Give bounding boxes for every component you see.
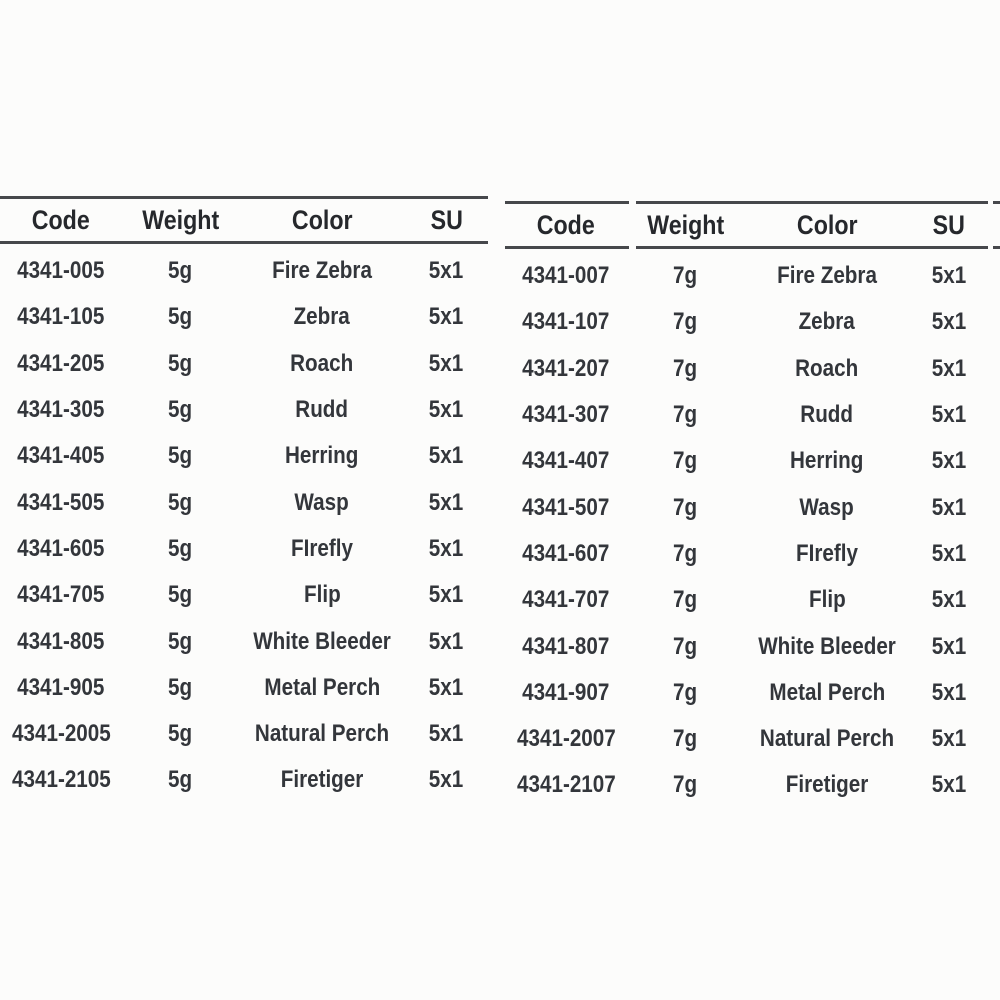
cell-text: 7g — [673, 401, 698, 429]
weight-cell — [122, 720, 239, 748]
cell-text: FIrefly — [291, 534, 353, 562]
code-cell — [0, 350, 122, 378]
cell-text: Metal Perch — [264, 673, 380, 701]
cell-text: Rudd — [295, 396, 349, 424]
cell-text: 5g — [168, 627, 193, 655]
table-header-rule-segment — [636, 246, 988, 249]
cell-text: 7g — [673, 586, 698, 614]
cell-text: Roach — [795, 354, 859, 382]
cell-text: 5x1 — [429, 720, 464, 748]
cell-text: Wasp — [294, 488, 350, 516]
cell-text: 5g — [168, 534, 193, 562]
weight-cell — [627, 540, 744, 568]
color-cell — [239, 674, 405, 702]
table-row — [0, 387, 488, 433]
cell-text: 4341-607 — [522, 539, 610, 567]
cell-text: FIrefly — [796, 539, 858, 567]
table-row — [0, 665, 488, 711]
weight-cell — [122, 257, 239, 285]
table-row — [505, 299, 988, 345]
cell-text: Natural Perch — [254, 720, 390, 748]
color-cell — [744, 494, 910, 522]
cell-text: 5g — [168, 257, 193, 285]
table-row — [0, 341, 488, 387]
weight-cell — [122, 674, 239, 702]
weight-cell — [122, 442, 239, 470]
color-cell — [744, 540, 910, 568]
su-cell — [910, 494, 988, 522]
table-row — [505, 484, 988, 530]
color-cell — [744, 725, 910, 753]
cell-text: Firetiger — [785, 771, 869, 799]
code-cell — [505, 447, 627, 475]
header-color — [744, 210, 910, 241]
table-row — [505, 346, 988, 392]
su-cell — [910, 679, 988, 707]
su-cell — [910, 540, 988, 568]
cell-text: 5x1 — [931, 447, 967, 475]
weight-cell — [627, 725, 744, 753]
header-su — [405, 205, 488, 236]
table-header-rule-segment — [505, 246, 629, 249]
cell-text: 5x1 — [931, 725, 967, 753]
cell-text: 7g — [673, 447, 698, 475]
su-cell — [910, 355, 988, 383]
code-cell — [505, 679, 627, 707]
table-row — [505, 392, 988, 438]
weight-cell — [627, 401, 744, 429]
code-cell — [0, 535, 122, 563]
code-cell — [0, 628, 122, 656]
code-cell — [505, 725, 627, 753]
cell-text: 4341-105 — [17, 303, 105, 331]
table-row — [505, 716, 988, 762]
cell-text: 4341-605 — [17, 534, 105, 562]
weight-cell — [122, 581, 239, 609]
code-cell — [505, 540, 627, 568]
header-weight-label: Weight — [142, 204, 219, 235]
weight-cell — [122, 766, 239, 794]
table-body — [505, 253, 988, 809]
cell-text: 5g — [168, 581, 193, 609]
cell-text: 5x1 — [931, 632, 967, 660]
cell-text: 5x1 — [429, 766, 464, 794]
cell-text: 5x1 — [429, 442, 464, 470]
code-cell — [505, 586, 627, 614]
su-cell — [405, 442, 488, 470]
table-row — [505, 577, 988, 623]
header-color — [239, 205, 405, 236]
header-color-label: Color — [291, 204, 353, 235]
table-row — [0, 711, 488, 757]
cell-text: 5x1 — [429, 534, 464, 562]
cell-text: White Bleeder — [758, 632, 896, 660]
color-cell — [239, 581, 405, 609]
color-cell — [239, 442, 405, 470]
table-body — [0, 248, 488, 804]
cell-text: 4341-505 — [17, 488, 105, 516]
su-cell — [405, 303, 488, 331]
color-cell — [239, 628, 405, 656]
cell-text: 5g — [168, 488, 193, 516]
cell-text: 4341-905 — [17, 673, 105, 701]
weight-cell — [122, 303, 239, 331]
weight-cell — [122, 489, 239, 517]
color-cell — [744, 355, 910, 383]
cell-text: 7g — [673, 308, 698, 336]
weight-cell — [122, 535, 239, 563]
cell-text: 4341-007 — [522, 262, 610, 290]
su-cell — [910, 447, 988, 475]
cell-text: 4341-205 — [17, 349, 105, 377]
code-cell — [505, 494, 627, 522]
cell-text: 5g — [168, 349, 193, 377]
color-cell — [239, 535, 405, 563]
cut-off-table-edge-mark — [993, 246, 1000, 249]
su-cell — [910, 401, 988, 429]
cell-text: Firetiger — [280, 766, 364, 794]
table-row — [505, 253, 988, 299]
su-cell — [405, 535, 488, 563]
code-cell — [505, 308, 627, 336]
cell-text: 4341-005 — [17, 257, 105, 285]
cell-text: 7g — [673, 725, 698, 753]
table-row — [0, 294, 488, 340]
color-cell — [744, 633, 910, 661]
table-row — [0, 433, 488, 479]
cell-text: 4341-107 — [522, 308, 610, 336]
cell-text: 5x1 — [931, 262, 967, 290]
weight-cell — [627, 771, 744, 799]
cell-text: 5x1 — [429, 349, 464, 377]
code-cell — [505, 633, 627, 661]
table-row — [0, 479, 488, 525]
su-cell — [910, 771, 988, 799]
su-cell — [405, 489, 488, 517]
cell-text: 7g — [673, 678, 698, 706]
su-cell — [405, 257, 488, 285]
cell-text: 5x1 — [931, 771, 967, 799]
table-row — [505, 438, 988, 484]
cell-text: 5g — [168, 673, 193, 701]
cell-text: 4341-705 — [17, 581, 105, 609]
cell-text: 4341-805 — [17, 627, 105, 655]
cell-text: 5x1 — [931, 308, 967, 336]
cell-text: 7g — [673, 771, 698, 799]
header-su-label: SU — [932, 209, 966, 240]
header-su — [910, 210, 988, 241]
color-cell — [744, 586, 910, 614]
cell-text: 5x1 — [931, 539, 967, 567]
cell-text: 4341-207 — [522, 354, 610, 382]
code-cell — [505, 401, 627, 429]
cell-text: 5x1 — [931, 354, 967, 382]
cell-text: 7g — [673, 493, 698, 521]
header-code — [0, 205, 122, 236]
color-cell — [239, 350, 405, 378]
cell-text: 4341-2007 — [516, 725, 616, 753]
cell-text: 5x1 — [931, 586, 967, 614]
su-cell — [405, 766, 488, 794]
cell-text: 7g — [673, 262, 698, 290]
cell-text: Metal Perch — [769, 678, 885, 706]
color-cell — [239, 303, 405, 331]
code-cell — [0, 396, 122, 424]
cut-off-table-edge-mark — [993, 201, 1000, 204]
cell-text: 5x1 — [931, 678, 967, 706]
code-cell — [0, 581, 122, 609]
cell-text: 7g — [673, 539, 698, 567]
header-color-label: Color — [796, 209, 858, 240]
code-cell — [0, 766, 122, 794]
color-cell — [744, 401, 910, 429]
cell-text: 5g — [168, 303, 193, 331]
cell-text: 4341-807 — [522, 632, 610, 660]
cell-text: 4341-307 — [522, 401, 610, 429]
weight-cell — [627, 494, 744, 522]
cell-text: 5g — [168, 766, 193, 794]
cell-text: 5x1 — [429, 627, 464, 655]
su-cell — [910, 725, 988, 753]
cell-text: 4341-2107 — [516, 771, 616, 799]
weight-cell — [627, 262, 744, 290]
cell-text: 4341-407 — [522, 447, 610, 475]
weight-cell — [122, 628, 239, 656]
color-cell — [239, 396, 405, 424]
cell-text: Flip — [303, 581, 341, 609]
cell-text: 5x1 — [429, 257, 464, 285]
header-weight-label: Weight — [647, 209, 724, 240]
cell-text: 5x1 — [931, 493, 967, 521]
weight-cell — [627, 355, 744, 383]
weight-cell — [627, 586, 744, 614]
cell-text: 5x1 — [429, 581, 464, 609]
cell-text: 5x1 — [931, 401, 967, 429]
su-cell — [405, 581, 488, 609]
cell-text: White Bleeder — [253, 627, 391, 655]
cell-text: 5g — [168, 442, 193, 470]
cell-text: Rudd — [800, 401, 854, 429]
su-cell — [910, 308, 988, 336]
weight-cell — [627, 308, 744, 336]
cell-text: 7g — [673, 632, 698, 660]
table-row — [0, 757, 488, 803]
cell-text: 5x1 — [429, 303, 464, 331]
code-cell — [0, 674, 122, 702]
weight-cell — [627, 447, 744, 475]
su-cell — [910, 633, 988, 661]
code-cell — [505, 355, 627, 383]
cell-text: 4341-707 — [522, 586, 610, 614]
color-cell — [744, 262, 910, 290]
color-cell — [239, 257, 405, 285]
header-weight — [627, 210, 744, 241]
cell-text: Zebra — [293, 303, 351, 331]
cell-text: 4341-2105 — [11, 766, 111, 794]
table-header-row — [505, 204, 988, 246]
table-row — [0, 248, 488, 294]
cell-text: 4341-305 — [17, 396, 105, 424]
cell-text: 7g — [673, 354, 698, 382]
table-row — [505, 623, 988, 669]
cell-text: 5x1 — [429, 396, 464, 424]
cell-text: 4341-907 — [522, 678, 610, 706]
table-row — [0, 572, 488, 618]
cell-text: Wasp — [799, 493, 855, 521]
color-cell — [239, 489, 405, 517]
cell-text: 5g — [168, 720, 193, 748]
color-cell — [239, 720, 405, 748]
weight-cell — [122, 350, 239, 378]
weight-cell — [627, 633, 744, 661]
table-row — [0, 526, 488, 572]
header-su-label: SU — [430, 204, 463, 235]
cell-text: Fire Zebra — [777, 262, 877, 290]
header-code — [505, 210, 627, 241]
header-weight — [122, 205, 239, 236]
cell-text: 5x1 — [429, 673, 464, 701]
header-code-label: Code — [536, 209, 596, 240]
table-row — [505, 531, 988, 577]
color-cell — [744, 308, 910, 336]
cell-text: 5g — [168, 396, 193, 424]
weight-cell — [122, 396, 239, 424]
cell-text: 4341-2005 — [11, 720, 111, 748]
code-cell — [505, 262, 627, 290]
cell-text: Natural Perch — [759, 725, 895, 753]
su-cell — [910, 262, 988, 290]
color-cell — [744, 771, 910, 799]
su-cell — [405, 720, 488, 748]
table-header-rule — [0, 241, 488, 244]
code-cell — [0, 257, 122, 285]
cell-text: Zebra — [798, 308, 856, 336]
code-cell — [505, 771, 627, 799]
color-cell — [239, 766, 405, 794]
code-cell — [0, 303, 122, 331]
table-row — [505, 670, 988, 716]
color-cell — [744, 679, 910, 707]
header-code-label: Code — [31, 204, 91, 235]
su-cell — [405, 396, 488, 424]
code-cell — [0, 720, 122, 748]
cell-text: Herring — [285, 442, 359, 470]
su-cell — [405, 350, 488, 378]
table-row — [0, 618, 488, 664]
cell-text: Herring — [790, 447, 864, 475]
cell-text: Fire Zebra — [272, 257, 372, 285]
su-cell — [405, 628, 488, 656]
cell-text: 4341-405 — [17, 442, 105, 470]
color-cell — [744, 447, 910, 475]
cell-text: 4341-507 — [522, 493, 610, 521]
weight-cell — [627, 679, 744, 707]
cell-text: 5x1 — [429, 488, 464, 516]
su-cell — [910, 586, 988, 614]
cell-text: Roach — [290, 349, 354, 377]
table-header-row — [0, 199, 488, 241]
table-row — [505, 762, 988, 808]
cell-text: Flip — [808, 586, 846, 614]
su-cell — [405, 674, 488, 702]
code-cell — [0, 442, 122, 470]
code-cell — [0, 489, 122, 517]
